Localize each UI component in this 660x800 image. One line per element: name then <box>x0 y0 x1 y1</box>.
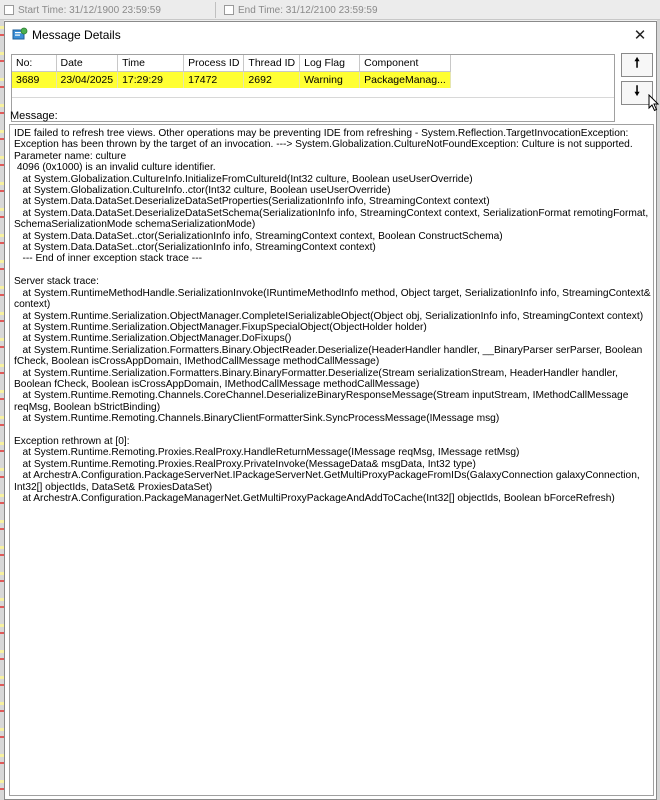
column-header-date[interactable]: Date <box>56 55 118 71</box>
start-time-filter[interactable] <box>4 2 161 18</box>
cell-process-id: 17472 <box>184 71 244 88</box>
message-details-dialog <box>4 21 657 800</box>
message-grid[interactable] <box>11 54 615 122</box>
end-time-filter[interactable] <box>224 2 378 18</box>
column-header-thread-id[interactable]: Thread ID <box>244 55 300 71</box>
close-icon: ✕ <box>633 27 647 44</box>
cell-component: PackageManag... <box>360 71 451 88</box>
previous-message-button[interactable] <box>621 53 653 77</box>
end-time-checkbox[interactable] <box>224 5 234 15</box>
close-button[interactable] <box>630 25 650 45</box>
arrow-down-icon: 🠗 <box>634 83 640 98</box>
column-header-log-flag[interactable]: Log Flag <box>300 55 360 71</box>
background-toolbar <box>0 0 660 20</box>
column-header-component[interactable]: Component <box>360 55 451 71</box>
cell-no: 3689 <box>12 71 56 88</box>
message-table <box>12 55 451 88</box>
end-time-label: End Time: 31/12/2100 23:59:59 <box>238 4 378 16</box>
table-row[interactable] <box>12 71 450 88</box>
message-text[interactable]: IDE failed to refresh tree views. Other operations may be preventing IDE from refreshing - System.Reflection.TargetInvocationException: Exception has been thrown by the target of an invocation. ---> System.Globalization.CultureNotFoundException: Culture is not supported. Parameter name: culture 4096 (0x1000) is an invalid culture identifier. at System.Globalization.CultureInfo.InitializeFromCultureId(Int32 culture, Boolean useUserOverride) at System.Globalization.CultureInfo..ctor(Int32 culture, Boolean useUserOverride) at System.Data.DataSet.DeserializeDataSetProperties(SerializationInfo info, StreamingContext context) at System.Data.DataSet.DeserializeDataSetSchema(SerializationInfo info, StreamingContext context, SerializationFormat remotingFormat, SchemaSerializationMode schemaSerializationMode) at System.Data.DataSet..ctor(SerializationInfo info, StreamingContext context, Boolean ConstructSchema) at System.Data.DataSet..ctor(SerializationInfo info, StreamingContext context) --- End of inner exception stack trace --- Server stack trace: at System.RuntimeMethodHandle.SerializationInvoke(IRuntimeMethodInfo method, Object target, SerializationInfo info, StreamingContext& context) at System.Runtime.Serialization.ObjectManager.CompleteISerializableObject(Object obj, SerializationInfo info, StreamingContext context) at System.Runtime.Serialization.ObjectManager.FixupSpecialObject(ObjectHolder holder) at System.Runtime.Serialization.ObjectManager.DoFixups() at System.Runtime.Serialization.Formatters.Binary.ObjectReader.Deserialize(HeaderHandler handler, __BinaryParser serParser, Boolean fCheck, Boolean isCrossAppDomain, IMethodCallMessage methodCallMessage) at System.Runtime.Serialization.Formatters.Binary.BinaryFormatter.Deserialize(Stream serializationStream, HeaderHandler handler, Boolean fCheck, Boolean isCrossAppDomain, IMethodCallMessage methodCallMessage) at System.Runtime.Remoting.Channels.CoreChannel.DeserializeBinaryResponseMessage(Stream inputStream, IMethodCallMessage reqMsg, Boolean bStrictBinding) at System.Runtime.Remoting.Channels.BinaryClientFormatterSink.SyncProcessMessage(IMessage msg) Exception rethrown at [0]: at System.Runtime.Remoting.Proxies.RealProxy.HandleReturnMessage(IMessage reqMsg, IMessage retMsg) at System.Runtime.Remoting.Proxies.RealProxy.PrivateInvoke(MessageData& msgData, Int32 type) at ArchestrA.Configuration.PackageServerNet.IPackageServerNet.GetMultiProxyPackageFromIDs(GalaxyConnection galaxyConnection, Int32[] objectIds, DataSet& ProxiesDataSet) at ArchestrA.Configuration.PackageManagerNet.GetMultiProxyPackageAndAddToCache(Int32[] objectIds, Boolean bForceRefresh) <box>9 124 654 796</box>
column-header-process-id[interactable]: Process ID <box>184 55 244 71</box>
cell-time: 17:29:29 <box>118 71 184 88</box>
dialog-titlebar <box>5 22 656 48</box>
mouse-pointer-icon <box>648 94 660 112</box>
cell-log-flag: Warning <box>300 71 360 88</box>
table-header-row <box>12 55 450 71</box>
cell-date: 23/04/2025 <box>56 71 118 88</box>
grid-empty-area <box>12 90 614 98</box>
message-label: Message: <box>10 110 58 122</box>
toolbar-divider <box>215 2 216 18</box>
arrow-up-icon: 🠕 <box>634 55 640 70</box>
message-details-icon <box>12 27 28 42</box>
start-time-label: Start Time: 31/12/1900 23:59:59 <box>18 4 161 16</box>
dialog-title: Message Details <box>32 28 121 42</box>
start-time-checkbox[interactable] <box>4 5 14 15</box>
cell-thread-id: 2692 <box>244 71 300 88</box>
column-header-no[interactable]: No: <box>12 55 56 71</box>
column-header-time[interactable]: Time <box>118 55 184 71</box>
